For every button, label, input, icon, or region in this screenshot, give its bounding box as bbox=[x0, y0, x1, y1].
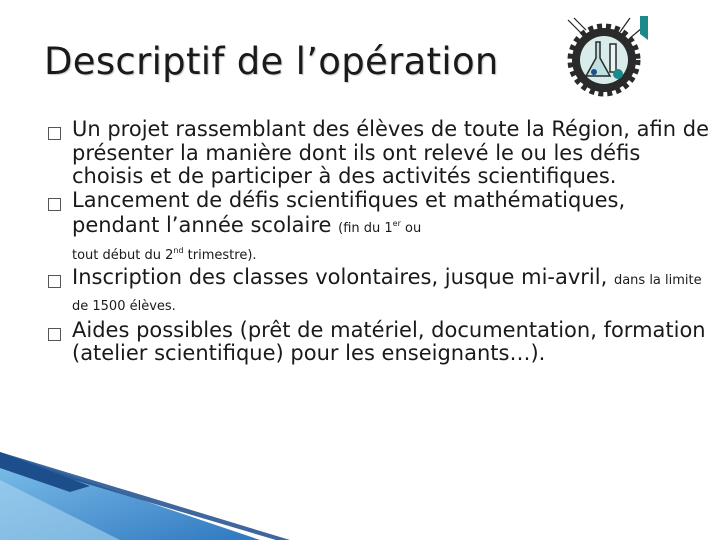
bullet-note: (fin du 1er ou bbox=[338, 219, 422, 236]
bullet-item bbox=[48, 266, 718, 319]
bottom-decoration bbox=[0, 440, 720, 540]
slide-title: Descriptif de l’opération bbox=[44, 40, 499, 83]
square-bullet-icon bbox=[48, 328, 61, 341]
bullet-item bbox=[48, 189, 718, 266]
bullet-text: Un projet rassemblant des élèves de toute la Région, afin de présenter la manière dont ils ont relevé le ou les défis choisis et de participer à des activités scientifiques. bbox=[72, 117, 709, 188]
square-bullet-icon bbox=[48, 127, 61, 140]
bullet-item bbox=[48, 118, 718, 189]
bullet-text: Aides possibles (prêt de matériel, documentation, formation (atelier scientifique) pour les enseignants…). bbox=[72, 317, 706, 365]
square-bullet-icon bbox=[48, 198, 61, 211]
bullet-text: Inscription des classes volontaires, jusque mi-avril, bbox=[72, 264, 614, 289]
square-bullet-icon bbox=[48, 275, 61, 288]
bullet-note-continued: tout début du 2nd trimestre). bbox=[72, 245, 257, 263]
bullet-text: Lancement de défis scientifiques et mathématiques, pendant l’année scolaire bbox=[72, 187, 626, 237]
bullet-item bbox=[48, 319, 718, 366]
bullet-note: dans la limite de 1500 élèves. bbox=[72, 272, 702, 314]
bullet-list bbox=[48, 118, 718, 366]
science-lab-logo-icon bbox=[560, 14, 648, 104]
